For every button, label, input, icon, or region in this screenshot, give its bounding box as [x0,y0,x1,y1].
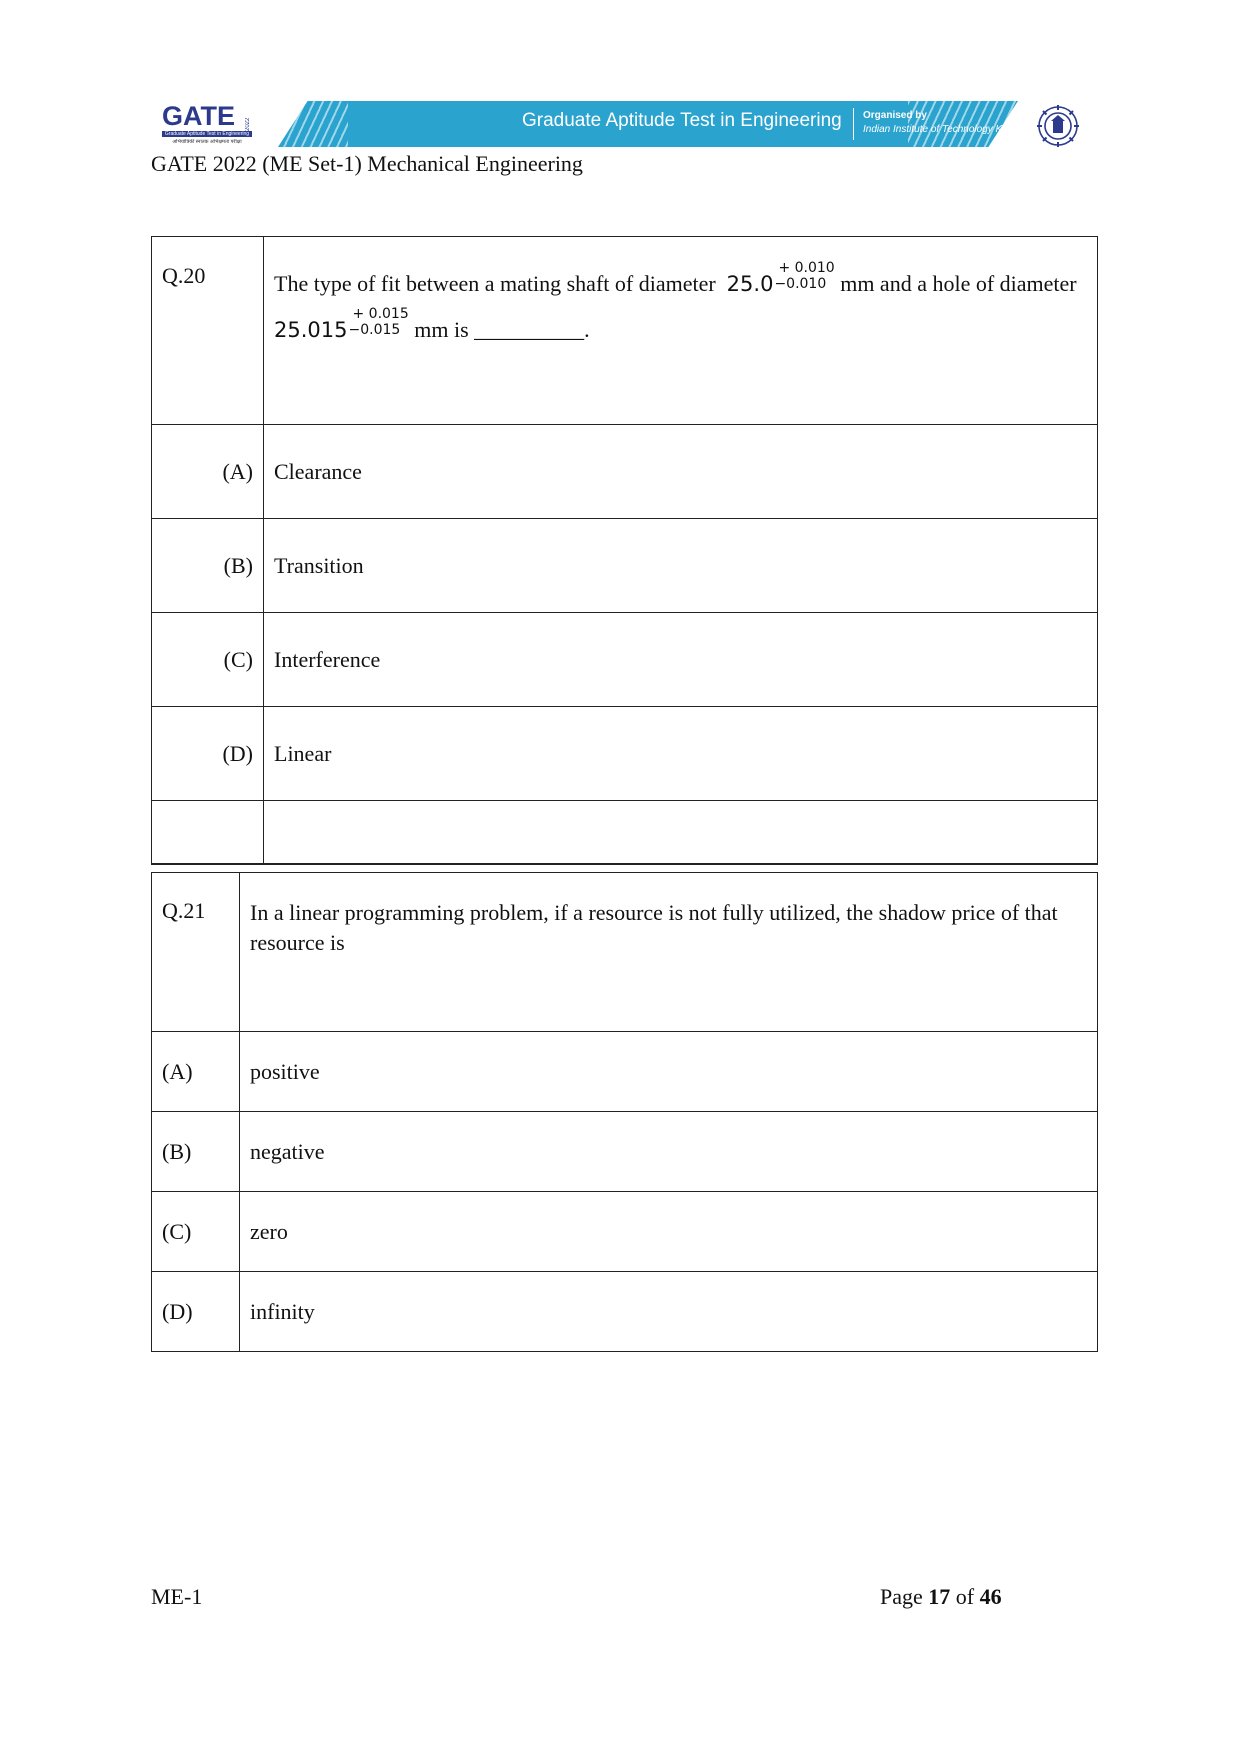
option-label: (C) [152,613,264,707]
question-21-stem-row [152,873,1098,1032]
hole-nominal: 25.015 [274,318,348,342]
gate-logo [162,102,252,148]
question-20-option-d[interactable] [152,707,1098,801]
question-21-stem: In a linear programming problem, if a resource is not fully utilized, the shadow price of that resource is [240,873,1098,1032]
shaft-diameter-tolerance [727,261,835,307]
question-20-option-b[interactable] [152,519,1098,613]
iit-kharagpur-emblem-icon [1036,104,1080,148]
option-label: (A) [152,1032,240,1112]
empty-cell [152,801,264,865]
banner-divider [853,108,854,140]
hole-lower-deviation: −0.015 [348,321,401,338]
question-20-stem-row [152,237,1098,425]
hole-diameter-tolerance [274,307,409,353]
question-20-option-a[interactable] [152,425,1098,519]
banner-title: Graduate Aptitude Test in Engineering [522,110,842,131]
shaft-nominal: 25.0 [726,272,774,296]
question-20-table [151,236,1098,865]
question-20-empty-row [152,801,1098,865]
question-20-option-c[interactable] [152,613,1098,707]
option-label: (B) [152,1112,240,1192]
option-label: (D) [152,1272,240,1352]
document-title: GATE 2022 (ME Set-1) Mechanical Engineering [151,151,583,176]
option-text: Linear [264,707,1098,801]
page-of: of [955,1584,975,1609]
gate-logo-subtitle: Graduate Aptitude Test in Engineering [162,131,252,137]
question-21-table [151,872,1098,1352]
footer-set-code: ME-1 [151,1584,203,1609]
hole-upper-deviation: + 0.015 [352,305,409,322]
option-text: negative [240,1112,1098,1192]
gate-logo-year: 2022 [245,117,251,131]
question-21-option-b[interactable] [152,1112,1098,1192]
question-21-option-c[interactable] [152,1192,1098,1272]
banner-organised-label: Organised by [863,110,927,121]
option-text: Clearance [264,425,1098,519]
question-20-stem [264,237,1098,425]
question-20-stem-part2: mm and a hole of diameter [840,271,1077,296]
gate-logo-hindi-subtitle: अभियांत्रिकी स्नातक अभिक्षमता परीक्षा [172,139,242,145]
empty-cell [264,801,1098,865]
gate-logo-word: GATE [162,101,235,131]
option-text: zero [240,1192,1098,1272]
option-text: Interference [264,613,1098,707]
question-21-option-a[interactable] [152,1032,1098,1112]
shaft-upper-deviation: + 0.010 [778,259,835,276]
question-20-number: Q.20 [152,237,264,425]
question-20-stem-part1: The type of fit between a mating shaft of diameter [274,271,716,296]
question-21-number: Q.21 [152,873,240,1032]
question-21-option-d[interactable] [152,1272,1098,1352]
option-label: (B) [152,519,264,613]
page-prefix: Page [880,1584,923,1609]
page-header [160,98,1080,150]
option-label: (C) [152,1192,240,1272]
option-text: Transition [264,519,1098,613]
shaft-lower-deviation: −0.010 [774,275,827,292]
option-label: (D) [152,707,264,801]
question-20-stem-part3: mm is __________. [414,317,590,342]
banner-organiser-name: Indian Institute of Technology Kharagpur [863,124,1043,135]
page-total: 46 [979,1584,1002,1609]
option-text: infinity [240,1272,1098,1352]
page-current: 17 [928,1584,951,1609]
option-text: positive [240,1032,1098,1112]
footer-page-number [880,1584,1002,1610]
option-label: (A) [152,425,264,519]
